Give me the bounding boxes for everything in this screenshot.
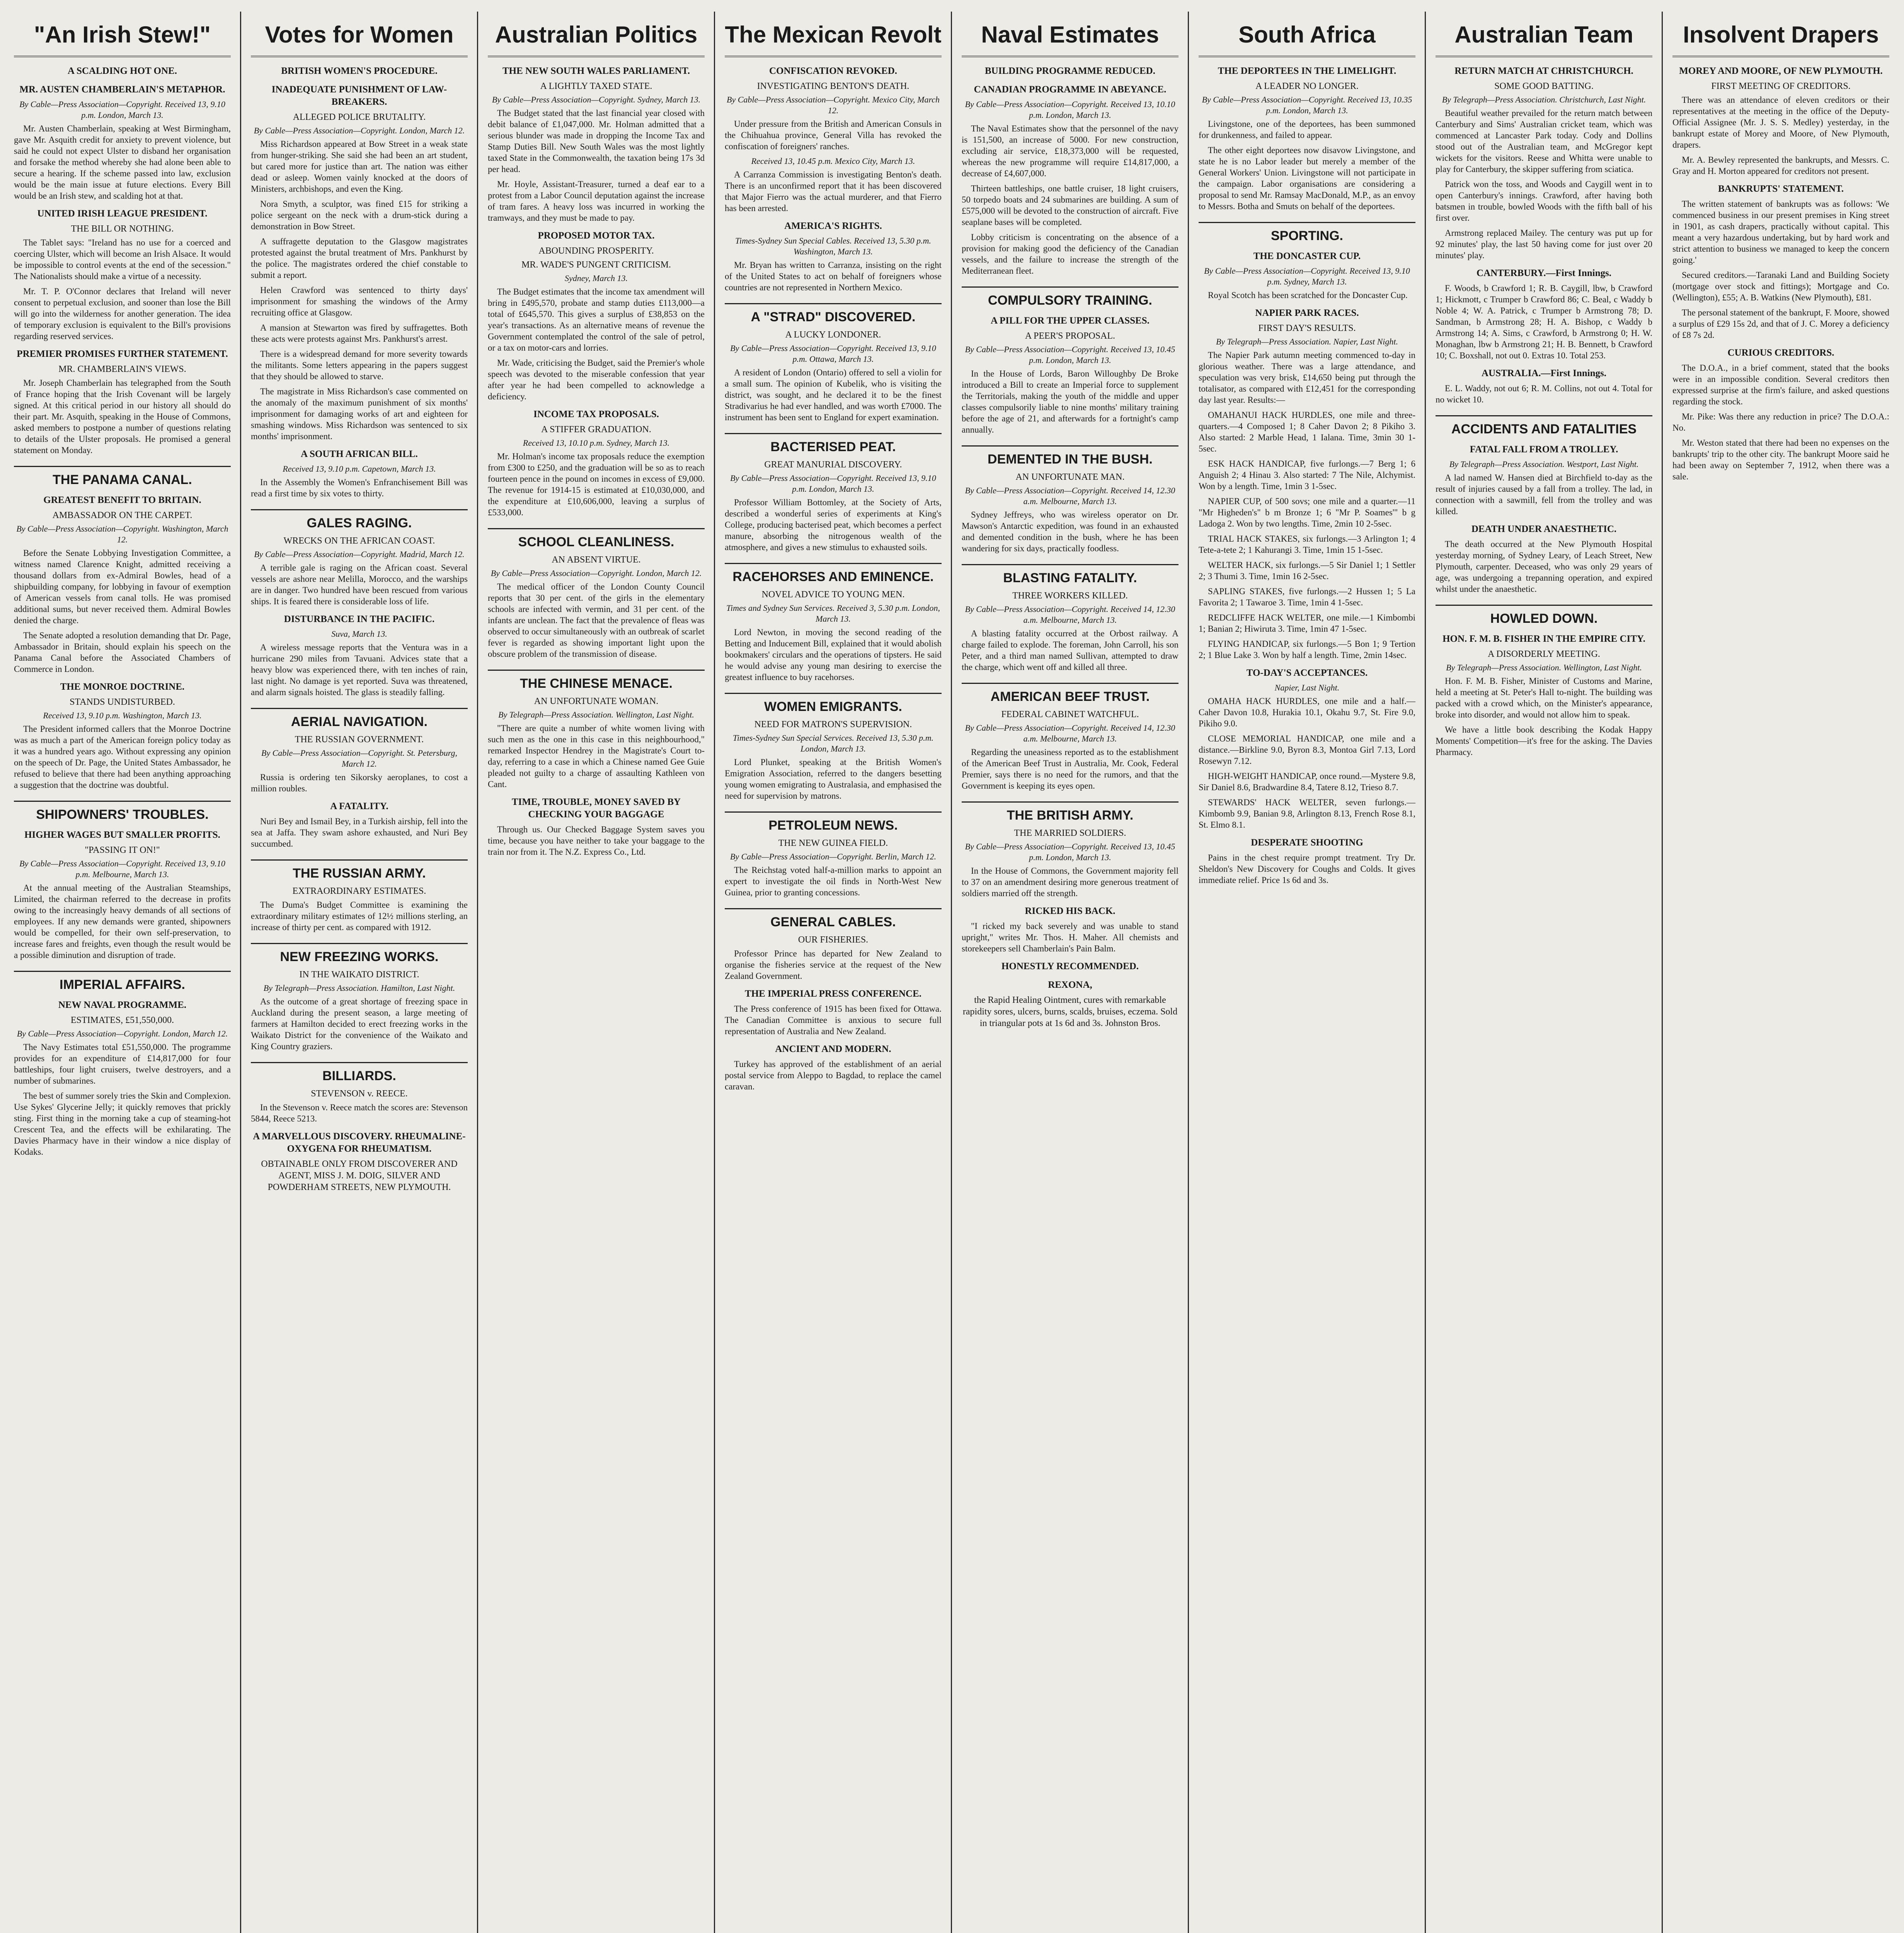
- article-paragraph: Before the Senate Lobbying Investigation Committee, a witness named Clarence Knight, admitted receiving a thousand dollars from ex-Admiral Bowles, head of a shipbuilding company, for lobbying in favour of exemption of American vessels from canal tolls. He was promised additional sums, but never received them. Admiral Bowles denied the charge.: [14, 548, 231, 625]
- dateline: Suva, March 13.: [331, 629, 387, 639]
- dateline: By Cable—Press Association—Copyright. Received 14, 12.30 a.m. Melbourne, March 13.: [965, 486, 1175, 506]
- dateline: By Cable—Press Association—Copyright. St. Petersburg, March 12.: [261, 748, 457, 769]
- sub-headline: THE BILL OR NOTHING.: [71, 224, 174, 234]
- article-paragraph: A wireless message reports that the Ventura was in a hurricane 290 miles from Tavuani. Advices state that a heavy blow was experienced there, with ten inches of rain, last night. No damage is yet reported. Suva was threatened, and alarm signals hoisted. The glass is steadily falling.: [251, 643, 468, 697]
- sub-headline: FIRST DAY'S RESULTS.: [1258, 323, 1356, 333]
- section-headline: HOWLED DOWN.: [1436, 605, 1652, 627]
- sub-headline: BANKRUPTS' STATEMENT.: [1718, 184, 1844, 194]
- article-paragraph: The magistrate in Miss Richardson's case commented on the anomaly of the maximum punishment of six months' imprisonment for damaging works of art and eighteen for smashing windows. Miss Richardson was sentenced to six months' imprisonment.: [251, 387, 468, 441]
- dateline: Received 13, 10.45 p.m. Mexico City, March 13.: [751, 156, 915, 166]
- article-paragraph: TRIAL HACK STAKES, six furlongs.—3 Arlington 1; 4 Tete-a-tete 2; 1 Kahurangi 3. Time, 1min 15 1-5sec.: [1199, 534, 1415, 555]
- dateline: By Cable—Press Association—Copyright. Received 13, 9.10 p.m. London, March 13.: [730, 473, 936, 494]
- sub-headline: THREE WORKERS KILLED.: [1012, 591, 1128, 601]
- sub-headline: A FATALITY.: [330, 801, 388, 811]
- section-headline: A "STRAD" DISCOVERED.: [725, 303, 942, 325]
- sub-headline: AN UNFORTUNATE WOMAN.: [534, 696, 659, 706]
- section-headline: THE CHINESE MENACE.: [488, 670, 705, 692]
- sub-headline: A SOUTH AFRICAN BILL.: [301, 449, 418, 459]
- sub-headline: DESPERATE SHOOTING: [1251, 837, 1363, 848]
- sub-headline: CANTERBURY.—First Innings.: [1477, 268, 1611, 278]
- article-paragraph: A blasting fatality occurred at the Orbost railway. A charge failed to explode. The foreman, John Carroll, his son Peter, and a third man named Sullivan, attempted to draw the charge, which went off and killed all three.: [962, 629, 1179, 672]
- article-paragraph: REDCLIFFE HACK WELTER, one mile.—1 Kimbombi 1; Banian 2; Hiwiruta 3. Time, 1min 47 1-5sec.: [1199, 613, 1415, 634]
- sub-headline: FIRST MEETING OF CREDITORS.: [1711, 81, 1851, 91]
- article-paragraph: The Senate adopted a resolution demanding that Dr. Page, Ambassador in Britain, should explain his speech on the Panama Canal before the Associated Chambers of Commerce in London.: [14, 631, 231, 674]
- section-headline: THE PANAMA CANAL.: [14, 466, 231, 488]
- article-paragraph: The medical officer of the London County Council reports that 30 per cent. of the girls in the elementary schools are infected with vermin, and 31 per cent. of the infants are unclean. The fact that the prevalence of fleas was observed to occur simultaneously with an outbreak of scarlet fever is regarded as showing important light upon the obscure problem of the transmission of disease.: [488, 582, 705, 659]
- dateline: Times-Sydney Sun Special Services. Received 13, 5.30 p.m. London, March 13.: [732, 733, 934, 753]
- article-paragraph: STEWARDS' HACK WELTER, seven furlongs.—Kimbomb 9.9, Banian 9.8, Arlington 8.13, French Rose 8.1, St. Elmo 8.1.: [1199, 798, 1415, 830]
- dateline: By Cable—Press Association—Copyright. Received 13, 10.45 p.m. London, March 13.: [965, 344, 1175, 365]
- sub-headline: RETURN MATCH AT CHRISTCHURCH.: [1454, 66, 1633, 76]
- dateline: By Telegraph—Press Association. Westport, Last Night.: [1449, 459, 1639, 469]
- sub-headline: ANCIENT AND MODERN.: [775, 1044, 891, 1054]
- sub-headline: AN UNFORTUNATE MAN.: [1015, 472, 1125, 482]
- article-paragraph: Lord Newton, in moving the second reading of the Betting and Inducement Bill, explained that it would abolish bookmakers' circulars and the operations of tipsters. He said he would advise any young man desiring to exercise the greatest influence to buy racehorses.: [725, 627, 942, 682]
- article-paragraph: E. L. Waddy, not out 6; R. M. Collins, not out 4. Total for no wicket 10.: [1436, 384, 1652, 404]
- sub-headline: THE MARRIED SOLDIERS.: [1014, 828, 1126, 838]
- column-headline: Naval Estimates: [962, 15, 1179, 57]
- section-headline: GALES RAGING.: [251, 509, 468, 531]
- section-headline: SHIPOWNERS' TROUBLES.: [14, 801, 231, 823]
- dateline: By Cable—Press Association—Copyright. London, March 12.: [490, 568, 702, 578]
- sub-headline: AMBASSADOR ON THE CARPET.: [52, 510, 192, 520]
- dateline: By Telegraph—Press Association. Hamilton, Last Night.: [263, 983, 455, 993]
- sub-headline: TIME, TROUBLE, MONEY SAVED BY CHECKING YOUR BAGGAGE: [511, 797, 681, 820]
- dateline: By Cable—Press Association—Copyright. Received 13, 9.10 p.m. Melbourne, March 13.: [19, 859, 225, 879]
- sub-headline: INVESTIGATING BENTON'S DEATH.: [757, 81, 909, 91]
- article-paragraph: Mr. Joseph Chamberlain has telegraphed from the South of France hoping that the Irish Covenant will be largely signed. At this critical period in our history all should do their part. Mr. Asquith, speaking in the House of Commons, asked members to postpone a number of questions relating to details of the Ulster proposals. He promised a general statement on Monday.: [14, 378, 231, 455]
- sub-headline: A SCALDING HOT ONE.: [68, 66, 177, 76]
- dateline: By Cable—Press Association—Copyright. Received 13, 10.45 p.m. London, March 13.: [965, 842, 1175, 862]
- article-paragraph: In the House of Lords, Baron Willoughby De Broke introduced a Bill to create an Imperial force to supplement the Territorials, making the youth of the middle and upper classes compulsorily liable to nine months' military training before the age of 21, and afterwards for a fortnight's camp annually.: [962, 369, 1179, 435]
- sub-headline: GREAT MANURIAL DISCOVERY.: [764, 460, 902, 470]
- article-paragraph: Lord Plunket, speaking at the British Women's Emigration Association, referred to the dangers besetting young women emigrating to Australasia, and emphasised the need for supervision by matrons.: [725, 757, 942, 801]
- article-paragraph: HIGH-WEIGHT HANDICAP, once round.—Mystere 9.8, Sir Daniel 8.6, Bradwardine 8.4, Tatere 8.12, Trieso 8.7.: [1199, 771, 1415, 792]
- section-headline: WOMEN EMIGRANTS.: [725, 693, 942, 715]
- sub-headline: A LIGHTLY TAXED STATE.: [540, 81, 652, 91]
- sub-headline: the Rapid Healing Ointment, cures with remarkable rapidity sores, ulcers, burns, scalds, bruises, eczema. Sold in triangular pots at 1s 6d and 3s. Johnston Bros.: [962, 995, 1178, 1028]
- dateline: By Cable—Press Association—Copyright. London, March 12.: [17, 1029, 228, 1038]
- dateline: Times-Sydney Sun Special Cables. Received 13, 5.30 p.m. Washington, March 13.: [735, 236, 932, 256]
- article-paragraph: A suffragette deputation to the Glasgow magistrates protested against the brutal treatment of Mrs. Pankhurst by the police. The magistrates ordered the chief constable to submit a report.: [251, 237, 468, 280]
- column-rule: [240, 12, 241, 1933]
- dateline: By Cable—Press Association—Copyright. Received 13, 9.10 p.m. Ottawa, March 13.: [730, 343, 936, 364]
- article-paragraph: The other eight deportees now disavow Livingstone, and state he is no Labor leader but merely a member of the General Workers' Union. Livingstone will not participate in the campaign. Labor organisations are considering a proposal to send Mr. Ramsay MacDonald, M.P., as an envoy to Messrs. Botha and Smuts on behalf of the deportees.: [1199, 145, 1415, 211]
- news-column: [4, 15, 241, 1933]
- article-paragraph: "There are quite a number of white women living with such men as the one in this case in this neighbourhood," remarked Inspector Hendrey in the Magistrate's Court to-day, referring to a case in which a Chinese named Gee Guie pleaded not guilty to a charge of assaulting Kathleen von Cant.: [488, 723, 705, 789]
- section-headline: GENERAL CABLES.: [725, 908, 942, 930]
- sub-headline: THE RUSSIAN GOVERNMENT.: [295, 735, 424, 745]
- article-paragraph: The Budget stated that the last financial year closed with debit balance of £1,047,000. Mr. Holman admitted that a serious blunder was made in dropping the Income Tax and Stamp Duties Bill. New South Wales was the most lightly taxed State in the Commonwealth, the taxation being 17s 3d per head.: [488, 108, 705, 174]
- column-rule: [1188, 12, 1189, 1933]
- article-paragraph: "I ricked my back severely and was unable to stand upright," writes Mr. Thos. H. Maher. All chemists and storekeepers sell Chamberlain's Pain Balm.: [962, 921, 1179, 953]
- dateline: By Telegraph—Press Association. Napier, Last Night.: [1216, 337, 1398, 346]
- article-paragraph: Royal Scotch has been scratched for the Doncaster Cup.: [1208, 290, 1408, 300]
- sub-headline: NEW NAVAL PROGRAMME.: [58, 1000, 187, 1010]
- sub-headline: NAPIER PARK RACES.: [1255, 308, 1359, 318]
- article-paragraph: Regarding the uneasiness reported as to the establishment of the American Beef Trust in Australia, Mr. Cook, Federal Premier, says there is no need for the rumors, and that the Government is keeping its eyes open.: [962, 747, 1179, 791]
- sub-headline: STANDS UNDISTURBED.: [70, 697, 175, 707]
- article-paragraph: SAPLING STAKES, five furlongs.—2 Hussen 1; 5 La Favorita 2; 1 Tawaroe 3. Time, 1min 4 1-5sec.: [1199, 586, 1415, 607]
- column-rule: [951, 12, 952, 1933]
- section-headline: THE RUSSIAN ARMY.: [251, 859, 468, 881]
- column-headline: The Mexican Revolt: [725, 15, 942, 57]
- article-paragraph: Mr. Austen Chamberlain, speaking at West Birmingham, gave Mr. Asquith credit for anxiety to prevent violence, but said he could not expect Ulster to disband her organisation and forsake the method whereby she had alone been able to secure a hearing. If the scheme passed into law, exclusion would be the main issue at future elections. Every Bill would be an Irish stew, and scalding hot at that.: [14, 124, 231, 201]
- article-paragraph: The Naval Estimates show that the personnel of the navy is 151,500, an increase of 5000. For new construction, excluding air service, £18,373,000 will be requested, whereas the new programme will require £14,817,000, a decrease of £4,607,000.: [962, 124, 1179, 178]
- sub-headline: BRITISH WOMEN'S PROCEDURE.: [281, 66, 438, 76]
- sub-headline: NOVEL ADVICE TO YOUNG MEN.: [761, 590, 905, 600]
- sub-headline: HIGHER WAGES BUT SMALLER PROFITS.: [24, 830, 220, 840]
- article-paragraph: A Carranza Commission is investigating Benton's death. There is an unconfirmed report that it has been discovered that Major Fierro was the actual murderer, and that Fierro has been arrested.: [725, 170, 942, 213]
- article-paragraph: Nora Smyth, a sculptor, was fined £15 for striking a police sergeant on the neck with a drum-stick during a demonstration in Bow Street.: [251, 199, 468, 231]
- dateline: By Cable—Press Association—Copyright. Madrid, March 12.: [254, 549, 465, 559]
- article-paragraph: Secured creditors.—Taranaki Land and Building Society (mortgage over stock and fittings); Mortgage and Co. (Wellington), £55; A. B. Watkins (New Plymouth), £81.: [1672, 270, 1889, 302]
- dateline: By Cable—Press Association—Copyright. Berlin, March 12.: [730, 852, 937, 861]
- article-paragraph: Professor Prince has departed for New Zealand to organise the fisheries service at the request of the New Zealand Government.: [725, 949, 942, 981]
- article-paragraph: The best of summer sorely tries the Skin and Complexion. Use Sykes' Glycerine Jelly; it quickly removes that prickly sting. First thing in the morning take a cup of steaming-hot Crescent Tea, and the effects will be exhilarating. The Davies Pharmacy have in their window a nice display of Kodaks.: [14, 1091, 231, 1157]
- sub-headline: FEDERAL CABINET WATCHFUL.: [1001, 709, 1139, 719]
- dateline: By Telegraph—Press Association. Wellington, Last Night.: [1446, 663, 1642, 672]
- section-headline: NEW FREEZING WORKS.: [251, 943, 468, 965]
- article-paragraph: The Napier Park autumn meeting commenced to-day in glorious weather. There was a large attendance, and speculation was very brisk, £14,650 being put through the totalisator, as compared with £12,451 for the corresponding day last year. Results:—: [1199, 350, 1415, 405]
- article-paragraph: Patrick won the toss, and Woods and Caygill went in to open Canterbury's innings. Crawford, after having both batsmen in trouble, bowled Woods with the fifth ball of his first over.: [1436, 179, 1652, 223]
- sub-headline: UNITED IRISH LEAGUE PRESIDENT.: [37, 208, 208, 219]
- news-column: [478, 15, 715, 1933]
- article-paragraph: We have a little book describing the Kodak Happy Moments' Competition—it's free for the asking. The Davies Pharmacy.: [1436, 725, 1652, 757]
- sub-headline: A LUCKY LONDONER.: [785, 330, 881, 340]
- article-paragraph: Mr. A. Bewley represented the bankrupts, and Messrs. C. Gray and H. Morton appeared for creditors not present.: [1672, 155, 1889, 176]
- sub-headline: AUSTRALIA.—First Innings.: [1482, 368, 1606, 378]
- article-paragraph: The personal statement of the bankrupt, F. Moore, showed a surplus of £29 15s 2d, and that of J. C. Morey a deficiency of £8 7s 2d.: [1672, 308, 1889, 340]
- article-paragraph: Russia is ordering ten Sikorsky aeroplanes, to cost a million roubles.: [251, 772, 468, 793]
- article-paragraph: FLYING HANDICAP, six furlongs.—5 Bon 1; 9 Tertion 2; 1 Blue Lake 3. Won by half a length. Time, 2min 14sec.: [1199, 639, 1415, 660]
- column-headline: Votes for Women: [251, 15, 468, 57]
- column-headline: South Africa: [1199, 15, 1415, 57]
- section-headline: COMPULSORY TRAINING.: [962, 286, 1179, 309]
- sub-headline: EXTRAORDINARY ESTIMATES.: [292, 886, 426, 896]
- dateline: By Cable—Press Association—Copyright. Received 13, 9.10 p.m. Sydney, March 13.: [1204, 266, 1410, 286]
- sub-headline: SOME GOOD BATTING.: [1494, 81, 1594, 91]
- section-headline: ACCIDENTS AND FATALITIES: [1436, 415, 1652, 437]
- sub-headline: GREATEST BENEFIT TO BRITAIN.: [43, 495, 201, 505]
- sub-headline: A MARVELLOUS DISCOVERY. RHEUMALINE-OXYGENA FOR RHEUMATISM.: [253, 1131, 466, 1154]
- article-paragraph: Mr. Pike: Was there any reduction in price? The D.O.A.: No.: [1672, 412, 1889, 433]
- dateline: By Cable—Press Association—Copyright. London, March 12.: [254, 126, 465, 135]
- article-paragraph: In the House of Commons, the Government majority fell to 37 on an amendment desiring more generous treatment of soldiers married off the strength.: [962, 866, 1179, 898]
- sub-headline: THE MONROE DOCTRINE.: [60, 682, 185, 692]
- dateline: By Telegraph—Press Association. Wellington, Last Night.: [498, 710, 694, 719]
- sub-headline: INCOME TAX PROPOSALS.: [533, 409, 659, 419]
- article-paragraph: WELTER HACK, six furlongs.—5 Sir Daniel 1; 1 Settler 2; 3 Thumi 3. Time, 1min 16 2-5sec.: [1199, 560, 1415, 581]
- section-headline: IMPERIAL AFFAIRS.: [14, 971, 231, 993]
- column-rule: [477, 12, 478, 1933]
- sub-headline: THE DEPORTEES IN THE LIMELIGHT.: [1218, 66, 1396, 76]
- article-paragraph: OMAHA HACK HURDLES, one mile and a half.—Caher Davon 10.8, Hurakia 10.1, Okahu 9.7, St. Fire 9.0, Pikiho 9.0.: [1199, 696, 1415, 728]
- column-headline: Australian Team: [1436, 15, 1652, 57]
- column-rule: [1662, 12, 1663, 1933]
- section-headline: SCHOOL CLEANLINESS.: [488, 528, 705, 550]
- article-paragraph: The Budget estimates that the income tax amendment will bring in £495,570, probate and stamp duties £113,000—a total of £645,570. This gives a surplus of £38,853 on the year's transactions. As an alternative means of revenue the Government contemplated the control of the sale of petrol, or a tax on motor-cars and lorries.: [488, 287, 705, 353]
- article-paragraph: Livingstone, one of the deportees, has been summoned for drunkenness, and failed to appear.: [1199, 119, 1415, 140]
- article-paragraph: The Press conference of 1915 has been fixed for Ottawa. The Canadian Committee is anxious to secure full representation of Australia and New Zealand.: [725, 1004, 942, 1036]
- dateline: Received 13, 10.10 p.m. Sydney, March 13.: [523, 438, 670, 448]
- article-paragraph: A mansion at Stewarton was fired by suffragettes. Both these acts were protests against Mrs. Pankhurst's arrest.: [251, 323, 468, 344]
- article-paragraph: CLOSE MEMORIAL HANDICAP, one mile and a distance.—Birkline 9.0, Byron 8.3, Montoa Girl 7.13, Lord Rosewyn 7.12.: [1199, 734, 1415, 766]
- article-paragraph: Under pressure from the British and American Consuls in the Chihuahua province, General Villa has revoked the confiscation of foreigners' ranches.: [725, 119, 942, 151]
- article-paragraph: Lobby criticism is concentrating on the absence of a provision for making good the deficiency of the Canadian vessels, and the failure to increase the strength of the Mediterranean fleet.: [962, 232, 1179, 276]
- sub-headline: A PILL FOR THE UPPER CLASSES.: [991, 315, 1150, 326]
- article-paragraph: OMAHANUI HACK HURDLES, one mile and three-quarters.—4 Composed 1; 8 Caher Davon 2; 8 Pikiho 3. Also started: 2 Marble Head, 1 Ialana. Time, 3min 30 1-5sec.: [1199, 410, 1415, 453]
- article-paragraph: Mr. Bryan has written to Carranza, insisting on the right of the United States to act on behalf of foreigners whose countries are not represented in Northern Mexico.: [725, 260, 942, 292]
- sub-headline: DEATH UNDER ANAESTHETIC.: [1471, 524, 1617, 534]
- sub-headline: MOREY AND MOORE, OF NEW PLYMOUTH.: [1679, 66, 1883, 76]
- article-paragraph: Beautiful weather prevailed for the return match between Canterbury and Sims' Australian cricket team, which was commenced at Lancaster Park today. Cody and Dollins stood out of the Australian team, and McGregor kept wickets for the visitors. Reese and Whitta were unable to play for Canterbury, the skipper suffering from sciatica.: [1436, 108, 1652, 174]
- sub-headline: TO-DAY'S ACCEPTANCES.: [1246, 668, 1368, 678]
- sub-headline: CANADIAN PROGRAMME IN ABEYANCE.: [974, 84, 1167, 95]
- sub-headline: THE NEW GUINEA FIELD.: [778, 838, 888, 848]
- dateline: Received 13, 9.10 p.m. Washington, March 13.: [43, 711, 202, 720]
- article-paragraph: F. Woods, b Crawford 1; R. B. Caygill, lbw, b Crawford 1; Hickmott, c Trumper b Crawford 86; C. Beal, c Waddy b Noble 4; W. A. Patrick, c Trumper b Armstrong 78; D. Sandman, b Armstrong 28; H. A. Bishop, c Waddy b Armstrong 14; A. Sims, c Crawford, b Armstrong 0; H. W. Monaghan, lbw b Armstrong 21; H. B. Bennett, b Crawford 10; C. Boxshall, not out 0. Extras 10. Total 253.: [1436, 283, 1652, 360]
- article-paragraph: A resident of London (Ontario) offered to sell a violin for a small sum. The opinion of Kubelik, who is visiting the district, was sought, and he declared it to be the finest Stradivarius he had ever handled, and was worth £7000. The instrument has been sent to England for expert examination.: [725, 368, 942, 422]
- article-paragraph: The Reichstag voted half-a-million marks to appoint an expert to investigate the oil finds in North-West New Guinea, prior to granting concessions.: [725, 865, 942, 897]
- column-headline: "An Irish Stew!": [14, 15, 231, 57]
- news-column: [1189, 15, 1425, 1933]
- sub-headline: DISTURBANCE IN THE PACIFIC.: [284, 614, 435, 624]
- article-paragraph: There is a widespread demand for more severity towards the militants. Some letters appearing in the papers suggest that they should be allowed to starve.: [251, 349, 468, 381]
- article-paragraph: The President informed callers that the Monroe Doctrine was as much a part of the American foreign policy today as it was a hundred years ago. Without expressing any opinion on the speech of Dr. Page, the United States Ambassador, he refused to believe that there had been anything approaching a suggestion that the doctrine was doubtful.: [14, 724, 231, 790]
- section-headline: BILLIARDS.: [251, 1062, 468, 1084]
- article-paragraph: The death occurred at the New Plymouth Hospital yesterday morning, of Sydney Leary, of Leach Street, New Plymouth, carpenter. Deceased, who was only 29 years of age, was undergoing a trepanning operation, and expired whilst under the anaesthetic.: [1436, 539, 1652, 594]
- sub-headline: AMERICA'S RIGHTS.: [784, 221, 882, 231]
- sub-headline: OBTAINABLE ONLY FROM DISCOVERER AND AGENT, MISS J. M. DOIG, SILVER AND POWDERHAM STREETS, NEW PLYMOUTH.: [261, 1159, 458, 1192]
- article-paragraph: As the outcome of a great shortage of freezing space in Auckland during the present season, a large meeting of farmers at Hamilton decided to erect freezing works in the Waikato District for the convenience of the Waikato and King Country graziers.: [251, 997, 468, 1051]
- article-paragraph: There was an attendance of eleven creditors or their representatives at the meeting in the office of the Deputy-Official Assignee (Mr. J. S. S. Medley) yesterday, in the bankrupt estate of Morey and Moore, of New Plymouth, drapers.: [1672, 95, 1889, 150]
- news-column: [241, 15, 478, 1933]
- article-paragraph: A lad named W. Hansen died at Birchfield to-day as the result of injuries caused by a fall from a trolley. The lad, in connection with a sawmill, fell from the trolley and was killed.: [1436, 473, 1652, 516]
- article-paragraph: The D.O.A., in a brief comment, stated that the books were in an impossible condition. Several creditors then expressed surprise at the firm's failure, and asked questions regarding the stock.: [1672, 363, 1889, 406]
- dateline: Napier, Last Night.: [1274, 683, 1340, 692]
- article-paragraph: Sydney Jeffreys, who was wireless operator on Dr. Mawson's Antarctic expedition, was found in an exhausted and demented condition in the bush, where he has been wandering for six days, practically foodless.: [962, 510, 1179, 553]
- sub-headline: INADEQUATE PUNISHMENT OF LAW-BREAKERS.: [271, 84, 447, 107]
- dateline: By Cable—Press Association—Copyright. Received 14, 12.30 a.m. Melbourne, March 13.: [965, 723, 1175, 743]
- article-paragraph: Pains in the chest require prompt treatment. Try Dr. Sheldon's New Discovery for Coughs and Colds. It gives immediate relief. Price 1s 6d and 3s.: [1199, 853, 1415, 885]
- article-paragraph: Turkey has approved of the establishment of an aerial postal service from Aleppo to Bagdad, to replace the camel caravan.: [725, 1059, 942, 1091]
- sub-headline: NEED FOR MATRON'S SUPERVISION.: [754, 719, 912, 730]
- sub-headline: MR. AUSTEN CHAMBERLAIN'S METAPHOR.: [19, 84, 225, 95]
- sub-headline: THE NEW SOUTH WALES PARLIAMENT.: [502, 66, 690, 76]
- section-headline: RACEHORSES AND EMINENCE.: [725, 563, 942, 585]
- article-paragraph: In the Stevenson v. Reece match the scores are: Stevenson 5844, Reece 5213.: [251, 1103, 468, 1123]
- sub-headline: PREMIER PROMISES FURTHER STATEMENT.: [17, 349, 228, 359]
- article-paragraph: Through us. Our Checked Baggage System saves you time, because you have neither to take your baggage to the train nor from it. The N.Z. Express Co., Ltd.: [488, 825, 705, 857]
- section-headline: THE BRITISH ARMY.: [962, 801, 1179, 823]
- sub-headline: MR. WADE'S PUNGENT CRITICISM.: [521, 260, 671, 270]
- news-column: [1662, 15, 1899, 1933]
- section-headline: BLASTING FATALITY.: [962, 564, 1179, 586]
- article-paragraph: Mr. Hoyle, Assistant-Treasurer, turned a deaf ear to a protest from a Labor Council deputation against the increase of tram fares. A heavy loss was incurred in working the tramways, and they must be made to pay.: [488, 179, 705, 223]
- column-rule: [1425, 12, 1426, 1933]
- article-paragraph: Nuri Bey and Ismail Bey, in a Turkish airship, fell into the sea at Jaffa. They swam ashore exhausted, and Nuri Bey succumbed.: [251, 816, 468, 849]
- dateline: By Cable—Press Association—Copyright. Sydney, March 13.: [492, 95, 701, 104]
- dateline: Times and Sydney Sun Services. Received 3, 5.30 p.m. London, March 13.: [726, 603, 940, 624]
- dateline: By Telegraph—Press Association. Christchurch, Last Night.: [1442, 95, 1646, 104]
- article-paragraph: ESK HACK HANDICAP, five furlongs.—7 Berg 1; 6 Anguish 2; 4 Hinau 3. Also started: 7 The Nile, Alchymist. Won by a length. Time, 1min 3 1-5sec.: [1199, 459, 1415, 491]
- news-column: [715, 15, 952, 1933]
- sub-headline: HONESTLY RECOMMENDED.: [1001, 961, 1139, 972]
- column-headline: Insolvent Drapers: [1672, 15, 1889, 57]
- news-column: [952, 15, 1189, 1933]
- article-paragraph: Mr. Wade, criticising the Budget, said the Premier's whole speech was devoted to the miserable confession that year after year he had been compelled to acknowledge a deficiency.: [488, 358, 705, 401]
- dateline: By Cable—Press Association—Copyright. Received 13, 10.10 p.m. London, March 13.: [965, 99, 1175, 120]
- sub-headline: A LEADER NO LONGER.: [1255, 81, 1359, 91]
- sub-headline: ABOUNDING PROSPERITY.: [538, 246, 654, 256]
- sub-headline: "PASSING IT ON!": [85, 845, 160, 855]
- sub-headline: ESTIMATES, £51,550,000.: [70, 1015, 174, 1025]
- column-rule: [714, 12, 715, 1933]
- article-paragraph: The Duma's Budget Committee is examining the extraordinary military estimates of 12½ millions sterling, an increase of thirty per cent. as compared with 1912.: [251, 900, 468, 932]
- article-paragraph: A terrible gale is raging on the African coast. Several vessels are ashore near Melilla, Morocco, and the warships are in danger. Two hundred have been rescued from various ships. It is feared there is considerable loss of life.: [251, 563, 468, 606]
- sub-headline: BUILDING PROGRAMME REDUCED.: [985, 66, 1155, 76]
- article-paragraph: Mr. Weston stated that there had been no expenses on the bankrupts' trip to the other city. The bankrupt Moore said he had been away on September 7, 1912, when there was a sale.: [1672, 438, 1889, 481]
- dateline: By Cable—Press Association—Copyright. Mexico City, March 12.: [727, 95, 940, 115]
- sub-headline: STEVENSON v. REECE.: [311, 1089, 408, 1099]
- section-headline: BACTERISED PEAT.: [725, 433, 942, 455]
- sub-headline: AN ABSENT VIRTUE.: [552, 555, 641, 565]
- section-headline: AERIAL NAVIGATION.: [251, 708, 468, 730]
- article-paragraph: Mr. T. P. O'Connor declares that Ireland will never consent to perpetual exclusion, and sooner than lose the Bill will go into the wilderness for another generation. The idea of temporary exclusion is equivalent to the Bill's provisions regarding reserved services.: [14, 286, 231, 341]
- sub-headline: THE DONCASTER CUP.: [1253, 251, 1361, 261]
- sub-headline: HON. F. M. B. FISHER IN THE EMPIRE CITY.: [1442, 634, 1645, 644]
- sub-headline: FATAL FALL FROM A TROLLEY.: [1470, 444, 1618, 455]
- article-paragraph: Thirteen battleships, one battle cruiser, 18 light cruisers, 50 torpedo boats and 24 submarines are building. A sum of £575,000 will be devoted to the construction of aircraft. Five seaplane bases will be completed.: [962, 184, 1179, 227]
- sub-headline: RICKED HIS BACK.: [1025, 906, 1115, 916]
- sub-headline: ALLEGED POLICE BRUTALITY.: [293, 112, 426, 122]
- sub-headline: A DISORDERLY MEETING.: [1488, 649, 1600, 659]
- dateline: By Cable—Press Association—Copyright. Received 13, 10.35 p.m. London, March 13.: [1202, 95, 1412, 115]
- article-paragraph: Hon. F. M. B. Fisher, Minister of Customs and Marine, held a meeting at St. Peter's Hall to-night. The building was packed with a crowd which, on the Minister's appearance, broke into disorder, and would not allow him to speak.: [1436, 676, 1652, 719]
- column-headline: Australian Politics: [488, 15, 705, 57]
- dateline: By Cable—Press Association—Copyright. Washington, March 12.: [16, 524, 228, 544]
- section-headline: DEMENTED IN THE BUSH.: [962, 445, 1179, 467]
- sub-headline: A PEER'S PROPOSAL.: [1025, 331, 1115, 341]
- article-paragraph: Helen Crawford was sentenced to thirty days' imprisonment for smashing the windows of the Army recruiting office at Glasgow.: [251, 285, 468, 317]
- sub-headline: CONFISCATION REVOKED.: [769, 66, 898, 76]
- article-paragraph: In the Assembly the Women's Enfranchisement Bill was read a first time by six votes to thirty.: [251, 477, 468, 498]
- sub-headline: THE IMPERIAL PRESS CONFERENCE.: [744, 989, 922, 999]
- sub-headline: IN THE WAIKATO DISTRICT.: [299, 970, 419, 980]
- section-headline: PETROLEUM NEWS.: [725, 811, 942, 834]
- article-paragraph: Professor William Bottomley, at the Society of Arts, described a wonderful series of experiments at King's College, producing bacterised peat, which becomes a perfect manure, absorbing the nitrogenous wealth of the atmosphere, and gives a new stimulus to exhausted soils.: [725, 498, 942, 552]
- article-paragraph: Miss Richardson appeared at Bow Street in a weak state from hunger-striking. She said she had been an art student, but cared more for justice than art. The nation was either dead or asleep. Women vainly knocked at the doors of Ministers, archbishops, and even the King.: [251, 139, 468, 194]
- sub-headline: REXONA,: [1048, 980, 1092, 990]
- article-paragraph: At the annual meeting of the Australian Steamships, Limited, the chairman referred to the decrease in profits owing to the increasingly heavy demands of all sections of employees. If any new demands were granted, shipowners would be compelled, for their own self-preservation, to increase fares and freights, even though the result would be a possible diminution and disruption of trade.: [14, 883, 231, 960]
- article-paragraph: Mr. Holman's income tax proposals reduce the exemption from £300 to £250, and the graduation will be so as to reach fourteen pence in the pound on incomes in excess of £9,000. The revenue for 1914-15 is estimated at £10,030,000, and the expenditure at £10,606,000, leaving a surplus of £533,000.: [488, 452, 705, 517]
- news-column: [1425, 15, 1662, 1933]
- article-paragraph: The Tablet says: "Ireland has no use for a coerced and coercing Ulster, which will become an Irish Alsace. It would be impossible to control events at the end of the secession." The Nationalists should make a virtue of a necessity.: [14, 238, 231, 281]
- article-paragraph: NAPIER CUP, of 500 sovs; one mile and a quarter.—11 "Mr Higheden's" b m Bronze 1; 6 "Mr P. Soames'" b g Ladoga 2. Won by two lengths. Time, 2min 10 2-5sec.: [1199, 496, 1415, 528]
- sub-headline: WRECKS ON THE AFRICAN COAST.: [283, 536, 435, 546]
- dateline: By Cable—Press Association—Copyright. Received 13, 9.10 p.m. London, March 13.: [19, 99, 225, 120]
- section-headline: SPORTING.: [1199, 222, 1415, 244]
- sub-headline: CURIOUS CREDITORS.: [1727, 348, 1834, 358]
- dateline: Received 13, 9.10 p.m. Capetown, March 13.: [283, 464, 436, 474]
- sub-headline: OUR FISHERIES.: [798, 935, 869, 945]
- article-paragraph: The written statement of bankrupts was as follows: 'We commenced business in our present premises in King street in 1901, as cash drapers, practically without capital. This meant a very hazardous undertaking, but by hard work and strict attention to business we managed to keep the concern going.': [1672, 199, 1889, 265]
- sub-headline: PROPOSED MOTOR TAX.: [538, 230, 655, 241]
- dateline: By Cable—Press Association—Copyright. Received 14, 12.30 a.m. Melbourne, March 13.: [965, 604, 1175, 625]
- sub-headline: MR. CHAMBERLAIN'S VIEWS.: [58, 364, 186, 374]
- sub-headline: A STIFFER GRADUATION.: [541, 424, 651, 435]
- article-paragraph: The Navy Estimates total £51,550,000. The programme provides for an expenditure of £14,817,000 for four battleships, four light cruisers, twelve destroyers, and a number of submarines.: [14, 1042, 231, 1086]
- dateline: Sydney, March 13.: [565, 273, 628, 283]
- article-paragraph: Armstrong replaced Mailey. The century was put up for 92 minutes' play, the last 50 having come for just over 20 minutes' play.: [1436, 228, 1652, 260]
- section-headline: AMERICAN BEEF TRUST.: [962, 683, 1179, 705]
